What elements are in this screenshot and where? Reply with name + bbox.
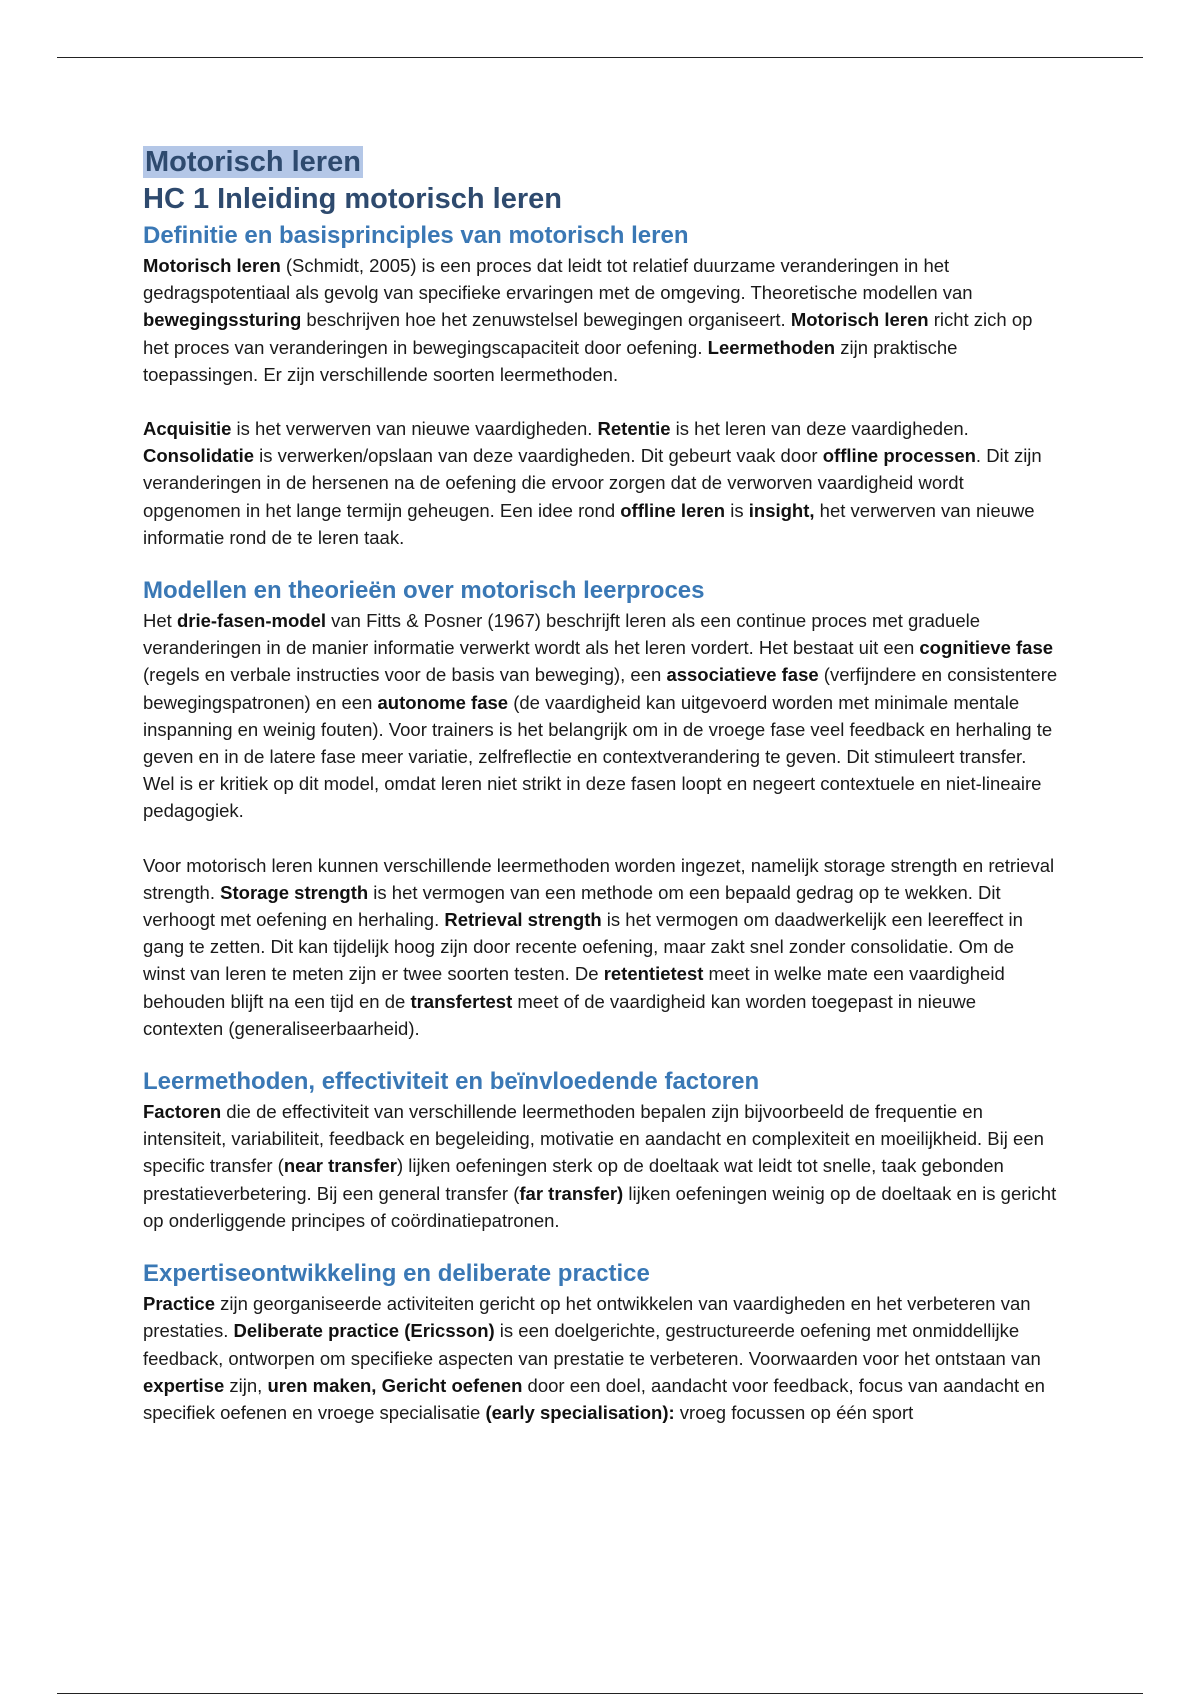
section-heading-leermethoden: Leermethoden, effectiviteit en beïnvloedende factoren xyxy=(143,1068,760,1096)
footer-rule xyxy=(57,1693,1143,1694)
paragraph-drie-fasen-model: Het drie-fasen-model van Fitts & Posner (1967) beschrijft leren als een continue proces met graduele veranderingen in de manier informatie verwerkt wordt als het leren vordert. Het bestaat uit een cognitieve fase (regels en verbale instructies voor de basis van beweging), een associatieve fase (verfijndere en consistentere bewegingspatronen) en een autonome fase (de vaardigheid kan uitgevoerd worden met minimale mentale inspanning en weinig fouten). Voor trainers is het belangrijk om in de vroege fase veel feedback en herhaling te geven en in de latere fase meer variatie, zelfreflectie en contextverandering te geven. Dit stimuleert transfer. Wel is er kritiek op dit model, omdat leren niet strikt in deze fasen loopt en negeert contextuele en niet-lineaire pedagogiek. xyxy=(143,610,1058,822)
document-body xyxy=(143,144,1058,1426)
paragraph-practice: Practice zijn georganiseerde activiteiten gericht op het ontwikkelen van vaardigheden en het verbeteren van prestaties. Deliberate practice (Ericsson) is een doelgerichte, gestructureerde oefening met onmiddellijke feedback, ontworpen om specifieke aspecten van prestatie te verbeteren. Voorwaarden voor het ontstaan van expertise zijn, uren maken, Gericht oefenen door een doel, aandacht voor feedback, focus van aandacht en specifiek oefenen en vroege specialisatie (early specialisation): vroeg focussen op één sport xyxy=(143,1293,1045,1423)
paragraph-definitie: Motorisch leren (Schmidt, 2005) is een proces dat leidt tot relatief duurzame veranderingen in het gedragspotentiaal als gevolg van specifieke ervaringen met de omgeving. Theoretische modellen van bewegingssturing beschrijven hoe het zenuwstelsel bewegingen organiseert. Motorisch leren richt zich op het proces van veranderingen in bewegingscapaciteit door oefening. Leermethoden zijn praktische toepassingen. Er zijn verschillende soorten leermethoden. xyxy=(143,255,1033,385)
paragraph-factoren: Factoren die de effectiviteit van verschillende leermethoden bepalen zijn bijvoorbeeld de frequentie en intensiteit, variabiliteit, feedback en begeleiding, motivatie en aandacht en complexiteit en moeilijkheid. Bij een specific transfer (near transfer) lijken oefeningen sterk op de doeltaak wat leidt tot snelle, taak gebonden prestatieverbetering. Bij een general transfer (far transfer) lijken oefeningen weinig op de doeltaak en is gericht op onderliggende principes of coördinatiepatronen. xyxy=(143,1101,1057,1231)
document-title-highlight[interactable]: Motorisch leren xyxy=(145,146,361,178)
document-title xyxy=(143,144,1058,180)
section-heading-definitie: Definitie en basisprinciples van motorisch leren xyxy=(143,222,689,249)
paragraph-acquisitie: Acquisitie is het verwerven van nieuwe vaardigheden. Retentie is het leren van deze vaardigheden. Consolidatie is verwerken/opslaan van deze vaardigheden. Dit gebeurt vaak door offline processen. Dit zijn veranderingen in de hersenen na de oefening die ervoor zorgen dat de verworven vaardigheid wordt opgenomen in het lange termijn geheugen. Een idee rond offline leren is insight, het verwerven van nieuwe informatie rond de te leren taak. xyxy=(143,418,1042,548)
paragraph-storage-retrieval: Voor motorisch leren kunnen verschillende leermethoden worden ingezet, namelijk storage strength en retrieval strength. Storage strength is het vermogen van een methode om een bepaald gedrag op te wekken. Dit verhoogt met oefening en herhaling. Retrieval strength is het vermogen om daadwerkelijk een leereffect in gang te zetten. Dit kan tijdelijk hoog zijn door recente oefening, maar zakt snel zonder consolidatie. Om de winst van leren te meten zijn er twee soorten testen. De retentietest meet in welke mate een vaardigheid behouden blijft na een tijd en de transfertest meet of de vaardigheid kan worden toegepast in nieuwe contexten (generaliseerbaarheid). xyxy=(143,854,1055,1039)
header-rule xyxy=(57,57,1143,58)
section-heading-expertise: Expertiseontwikkeling en deliberate practice xyxy=(143,1260,650,1288)
section-heading-modellen: Modellen en theorieën over motorisch leerproces xyxy=(143,577,705,605)
lecture-heading: HC 1 Inleiding motorisch leren xyxy=(143,183,562,215)
